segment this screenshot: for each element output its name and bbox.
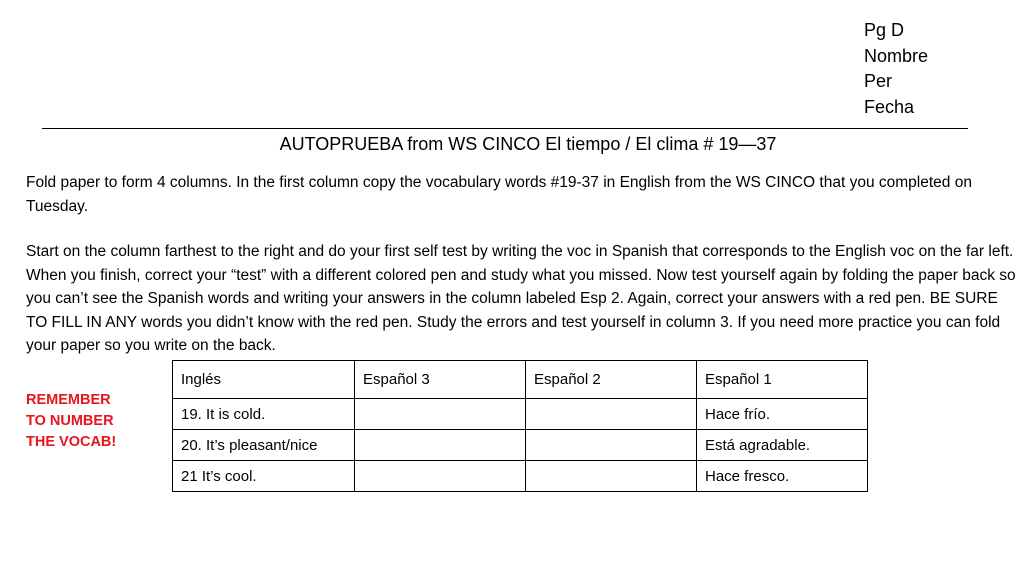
cell-espanol-1: Hace frío.: [697, 399, 868, 430]
cell-espanol-3: [355, 461, 526, 492]
divider-line: [42, 128, 968, 129]
table-row: [173, 461, 868, 492]
page-label: Pg D: [864, 20, 905, 40]
page-title: AUTOPRUEBA from WS CINCO El tiempo / El clima # 19—37: [279, 134, 777, 154]
cell-ingles: 19. It is cold.: [173, 399, 355, 430]
cell-espanol-3: [355, 399, 526, 430]
table-header-row: [173, 361, 868, 399]
header-ingles: Inglés: [173, 361, 355, 399]
name-label: Nombre: [864, 45, 929, 66]
table-row: [173, 399, 868, 430]
cell-espanol-1: Hace fresco.: [697, 461, 868, 492]
cell-espanol-2: [526, 461, 697, 492]
cell-espanol-2: [526, 399, 697, 430]
header-espanol-2: Español 2: [526, 361, 697, 399]
instructions-paragraph-1: Fold paper to form 4 columns. In the first column copy the vocabulary words #19-37 in English from the WS CINCO that you completed on Tuesday.: [26, 174, 972, 215]
student-info-header: [864, 18, 928, 120]
cell-espanol-3: [355, 430, 526, 461]
header-espanol-3: Español 3: [355, 361, 526, 399]
vocab-table: [172, 360, 868, 492]
header-espanol-1: Español 1: [697, 361, 868, 399]
period-label: Per: [864, 71, 893, 91]
table-row: [173, 430, 868, 461]
reminder-note: [26, 390, 116, 453]
cell-espanol-1: Está agradable.: [697, 430, 868, 461]
reminder-line-1: REMEMBER: [26, 392, 111, 408]
cell-espanol-2: [526, 430, 697, 461]
reminder-line-3: THE VOCAB!: [26, 434, 117, 450]
reminder-line-2: TO NUMBER: [26, 413, 114, 429]
cell-ingles: 21 It’s cool.: [173, 461, 355, 492]
cell-ingles: 20. It’s pleasant/nice: [173, 430, 355, 461]
instructions-paragraph-2: Start on the column farthest to the right and do your first self test by writing the voc in Spanish that corresponds to the English voc on the far left. When you finish, correct your “test” with a different colored pen and study what you missed. Now test yourself again by folding the paper back so you can’t see the Spanish words and writing your answers in the column labeled Esp 2. Again, correct your answers with a red pen. BE SURE TO FILL IN ANY words you didn’t know with the red pen. Study the errors and test yourself in column 3. If you need more practice you can fold your paper so you write on the back.: [26, 243, 1016, 354]
date-label: Fecha: [864, 96, 915, 117]
